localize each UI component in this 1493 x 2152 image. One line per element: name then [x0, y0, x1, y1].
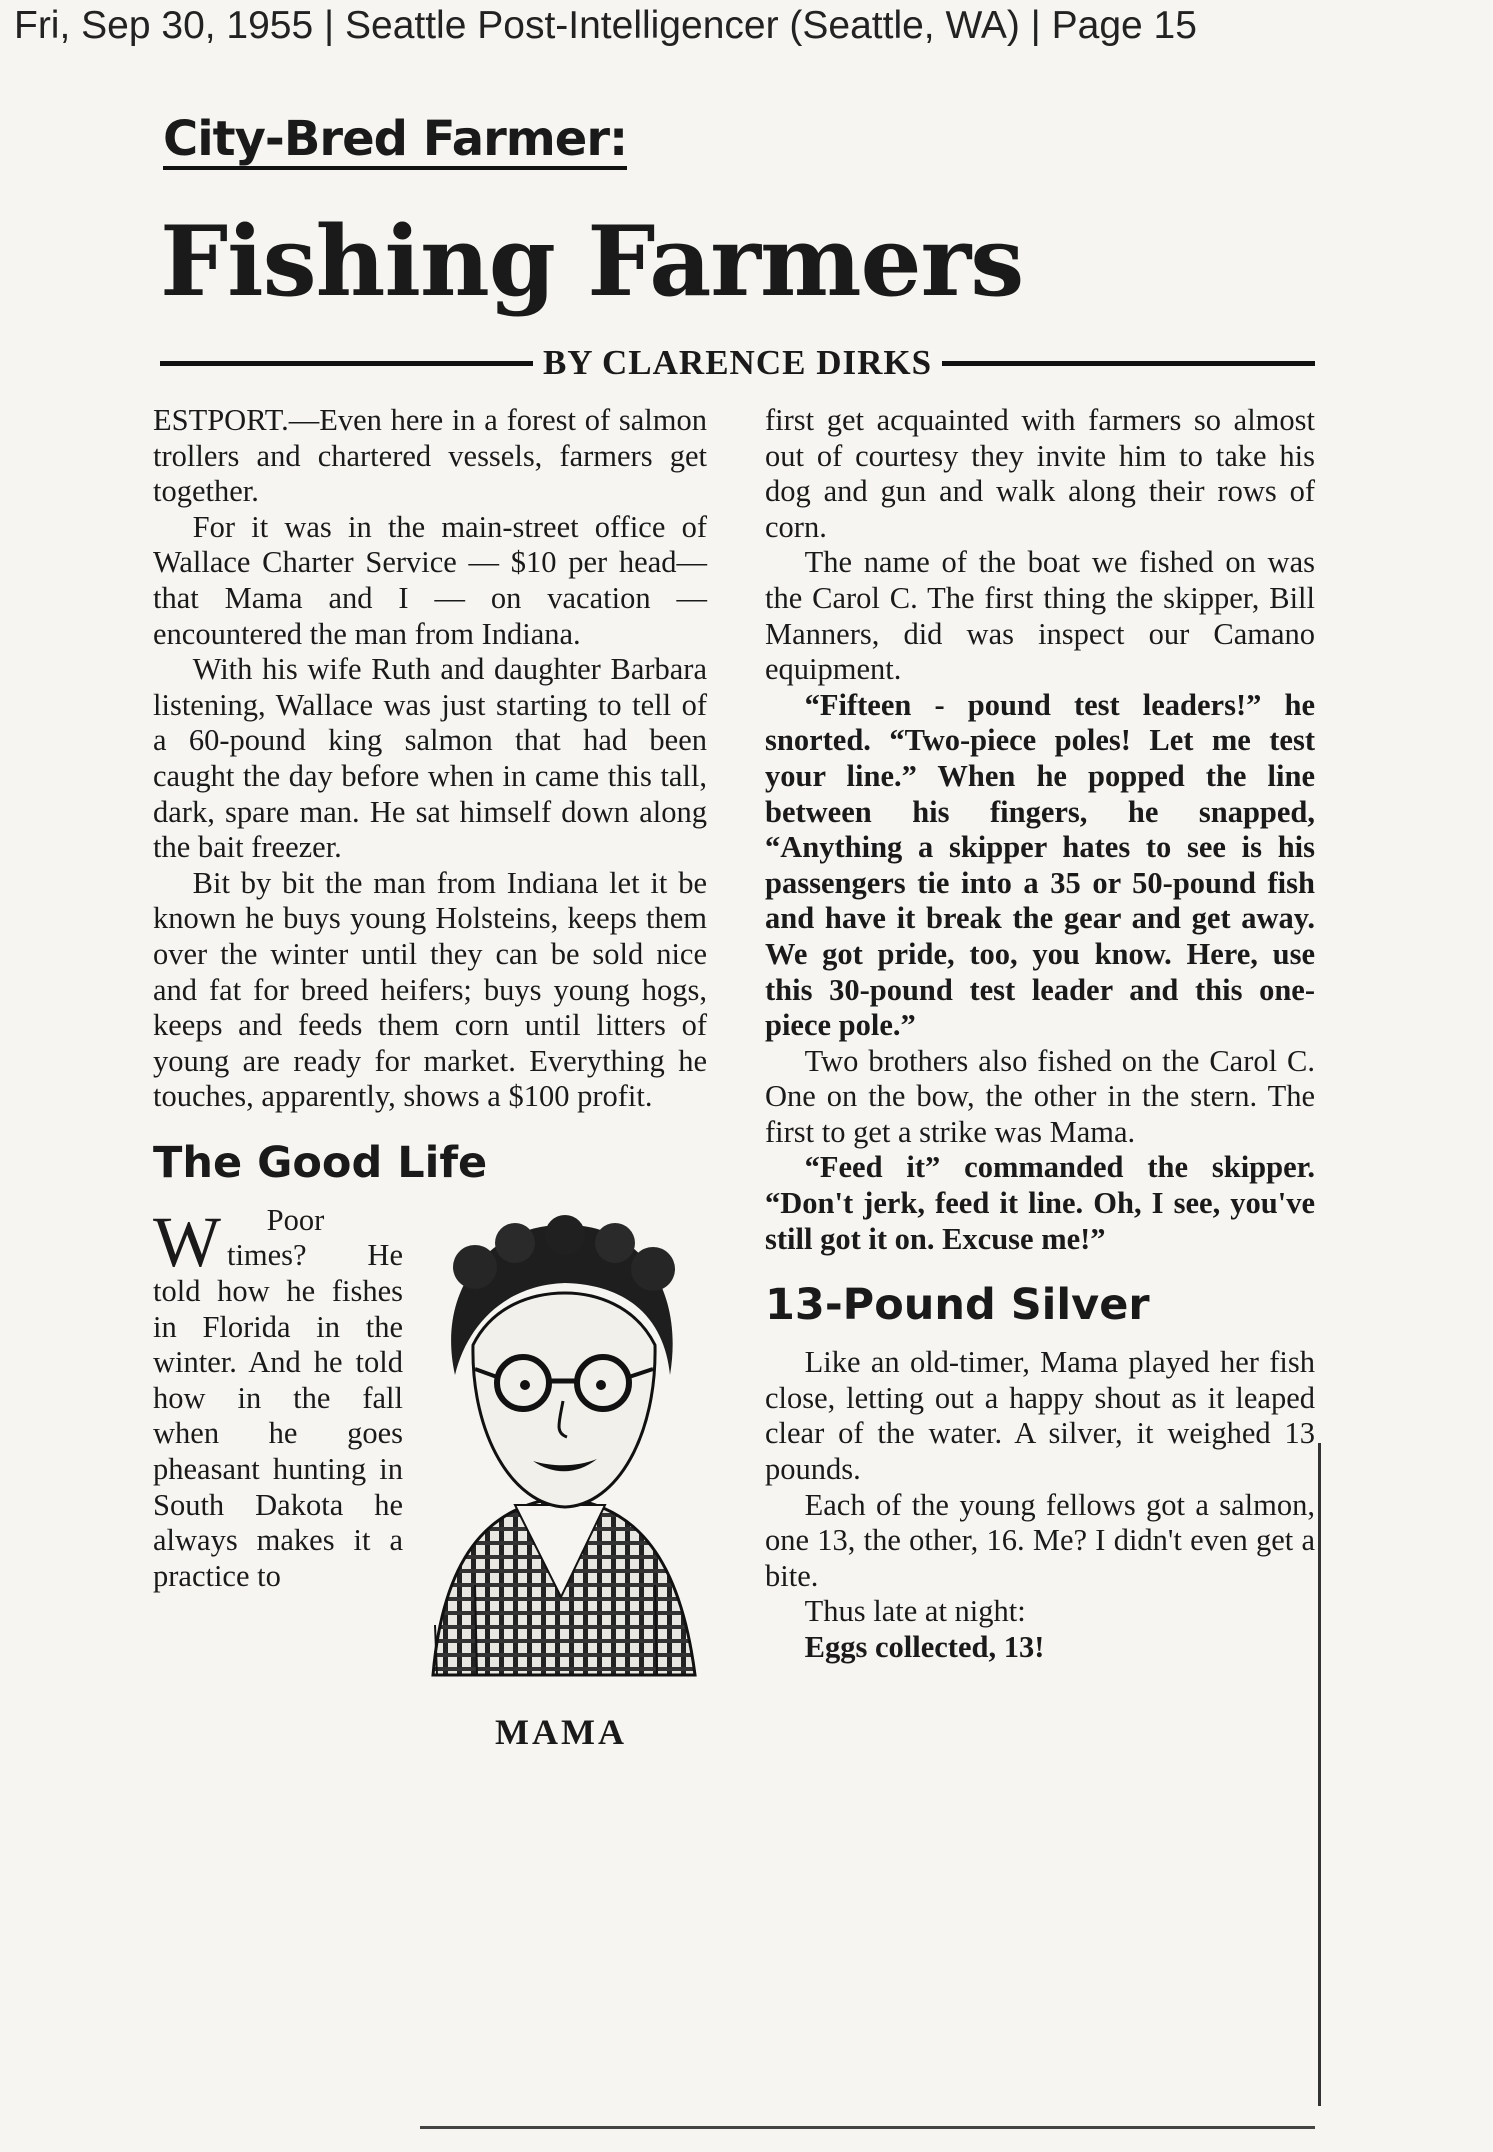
- paragraph: With his wife Ruth and daughter Barbara listening, Wallace was just starting to tell of a 60-pound king salmon that had been caught the day before when in came this tall, dark, spare man. He sat himself down along the bait freezer.: [153, 652, 707, 865]
- paragraph: first get acquainted with farmers so almost out of courtesy they invite him to take his dog and gun and walk along their rows of corn.: [765, 403, 1315, 544]
- headline: Fishing Farmers: [160, 205, 1024, 318]
- byline: BY CLARENCE DIRKS: [542, 343, 933, 382]
- subhead-13-pound-silver: 13-Pound Silver: [765, 1280, 1150, 1331]
- masthead: Fri, Sep 30, 1955 | Seattle Post-Intelligencer (Seattle, WA) | Page 15: [14, 4, 1197, 47]
- paragraph: Bit by bit the man from Indiana let it be known he buys young Holsteins, keeps them over the winter until they can be sold nice and fat for breed heifers; buys young hogs, keeps and feeds them corn until litters of young are ready for market. Everything he touches, apparently, shows a $100 profit.: [153, 865, 707, 1114]
- paragraph: Thus late at night:: [804, 1594, 1026, 1629]
- subhead-the-good-life: The Good Life: [153, 1137, 488, 1188]
- paragraph: For it was in the main-street office of Wallace Charter Service — $10 per head— that Mama and I — on vacation — encountered the man from Indiana.: [153, 509, 707, 651]
- left-column: [153, 403, 707, 1751]
- column-rule: [1318, 1443, 1321, 2106]
- paragraph: Each of the young fellows got a salmon, one 13, the other, 16. Me? I didn't even get a bite.: [765, 1487, 1315, 1593]
- paragraph: W ESTPORT.—Even here in a forest of salmon trollers and chartered vessels, farmers get together.: [153, 403, 707, 1282]
- paragraph: Two brothers also fished on the Carol C. One on the bow, the other in the stern. The first to get a strike was Mama.: [765, 1043, 1315, 1149]
- paragraph-quote: “Feed it” commanded the skipper. “Don't jerk, feed it line. Oh, I see, you've still got it on. Excuse me!”: [765, 1150, 1315, 1256]
- kicker-headline: City-Bred Farmer:: [163, 112, 627, 170]
- byline-row: [160, 341, 1315, 385]
- paragraph-quote: “Fifteen - pound test leaders!” he snorted. “Two-piece poles! Let me test your line.” When he popped the line between his fingers, he snapped, “Anything a skipper hates to see is his passengers tie into a 35 or 50-pound fish and have it break the gear and get away. We got pride, too, you know. Here, use this 30-pound test leader and this one-piece pole.”: [765, 687, 1315, 1043]
- paragraph: Poor times? He told how he fishes in Florida in the winter. And he told how in the fall when he goes pheasant hunting in South Dakota he always makes it a practice to: [153, 1202, 403, 1593]
- closing-line: Eggs collected, 13!: [804, 1630, 1045, 1664]
- right-column: [765, 403, 1315, 1666]
- mama-portrait-illustration: [415, 1205, 707, 1701]
- footer-rule: [420, 2126, 1315, 2129]
- byline-rule-right: [942, 361, 1315, 366]
- photo-caption: MAMA: [495, 1712, 627, 1752]
- dropcap: W: [153, 1202, 221, 1282]
- paragraph: The name of the boat we fished on was the Carol C. The first thing the skipper, Bill Manners, did was inspect our Camano equipment.: [765, 545, 1315, 687]
- paragraph: Like an old-timer, Mama played her fish close, letting out a happy shout as it leaped clear of the water. A silver, it weighed 13 pounds.: [765, 1345, 1315, 1487]
- photo-figure: [415, 1205, 707, 1751]
- byline-rule-left: [160, 361, 533, 366]
